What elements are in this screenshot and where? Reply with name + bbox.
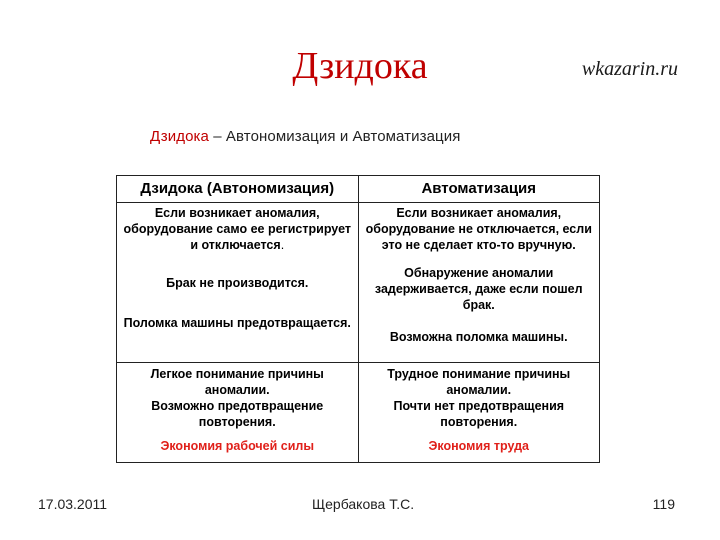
site-label: wkazarin.ru: [581, 58, 678, 80]
jidoka-anomaly-text: Если возникает аномалия, оборудование само ее регистрирует и отключается.: [123, 206, 351, 252]
table-row: [117, 363, 600, 463]
jidoka-cause-text: Легкое понимание причины аномалии.: [150, 367, 324, 397]
table-header-row: [117, 176, 600, 203]
footer-author: Щербакова Т.С.: [312, 496, 415, 512]
automation-anomaly-text: Если возникает аномалия, оборудование не отключается, если это не сделает кто-то вручную.: [365, 206, 592, 252]
jidoka-breakdown-text: Поломка машины предотвращается.: [123, 316, 351, 330]
comparison-table: [116, 175, 600, 463]
automation-prevention-text: Почти нет предотвращения повторения.: [393, 399, 565, 429]
footer-page-number: 119: [652, 496, 675, 512]
cell-automation-effects: [358, 203, 600, 363]
automation-breakdown-text: Возможна поломка машины.: [389, 330, 568, 344]
cell-automation-benefits: [358, 363, 600, 463]
automation-cause-text: Трудное понимание причины аномалии.: [387, 367, 571, 397]
jidoka-savings-text: Экономия рабочей силы: [160, 439, 315, 453]
jidoka-prevention-text: Возможно предотвращение повторения.: [151, 399, 324, 429]
header-jidoka: Дзидока (Автономизация): [117, 176, 359, 203]
automation-delay-text: Обнаружение аномалии задерживается, даже если пошел брак.: [374, 266, 583, 312]
cell-jidoka-benefits: [117, 363, 359, 463]
jidoka-no-defects-text: Брак не производится.: [166, 276, 309, 290]
automation-savings-text: Экономия труда: [428, 439, 529, 453]
footer-date: 17.03.2011: [38, 496, 108, 512]
slide-title: Дзидока: [292, 45, 428, 87]
table-row: [117, 203, 600, 363]
subtitle-highlight: Дзидока: [150, 128, 209, 145]
header-automation: Автоматизация: [358, 176, 600, 203]
subtitle-rest: – Автономизация и Автоматизация: [208, 128, 461, 145]
slide-subtitle: [150, 128, 460, 145]
cell-jidoka-effects: [117, 203, 359, 363]
